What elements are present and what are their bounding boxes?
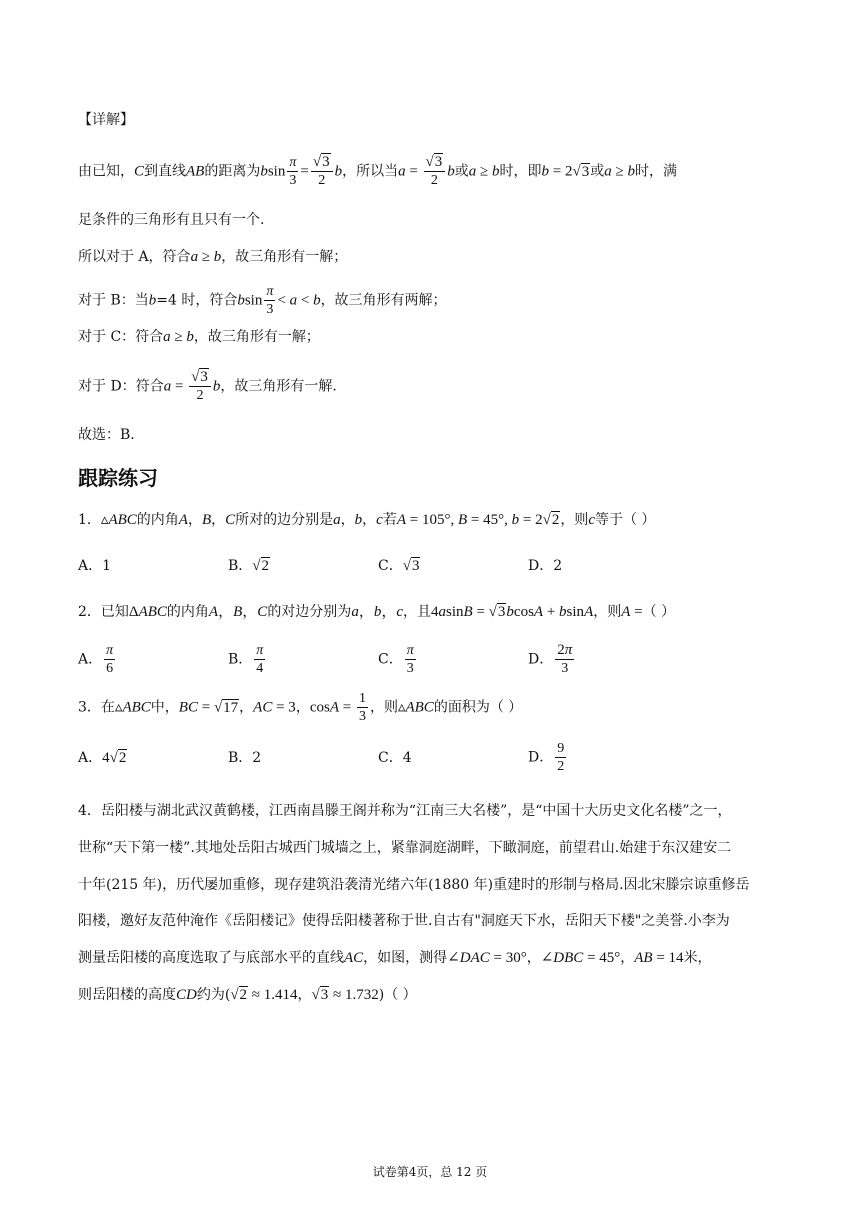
q4-line-2: 世称“天下第一楼”.其地处岳阳古城西门城墙之上，紧靠洞庭湖畔，下瞰洞庭，前望君山.始建于东汉建安二 bbox=[78, 840, 732, 856]
q2-option-c[interactable]: C． $\frac{\pi}{3}$ bbox=[378, 643, 414, 676]
q4-line-1: 4．岳阳楼与湖北武汉黄鹤楼，江西南昌滕王阁并称为“江南三大名楼”，是“中国十大历史文化名楼”之一， bbox=[78, 803, 732, 819]
text: )（ ） bbox=[378, 987, 417, 1003]
case-b-line: 对于 B：当b=4 时，符合bsin $\frac{\pi}{3}$ < a < b，故三角形有两解； bbox=[78, 284, 447, 317]
text: 对于 D：符合 bbox=[78, 378, 164, 395]
text: 2．已知 bbox=[78, 604, 129, 620]
text: 3．在 bbox=[78, 699, 115, 716]
case-d-line: 对于 D：符合a = $\frac{√3}{2}$ b，故三角形有一解. bbox=[78, 369, 337, 403]
text: ，且 bbox=[403, 604, 432, 620]
text: 到直线 bbox=[144, 163, 187, 180]
fraction: $\frac{\pi}{3}$ bbox=[289, 155, 297, 188]
q1-option-d[interactable]: D．2 bbox=[528, 558, 563, 574]
text: ， bbox=[187, 512, 202, 528]
answer-line: 故选：B. bbox=[78, 427, 135, 443]
text: B． bbox=[228, 558, 253, 574]
text: 中， bbox=[150, 699, 179, 716]
text: ，所以当 bbox=[342, 163, 399, 180]
text: 等于（ ） bbox=[594, 512, 656, 528]
text: ， bbox=[620, 950, 635, 966]
case-a-line: 所以对于 A，符合a ≥ b，故三角形有一解； bbox=[78, 249, 348, 265]
fraction: $\frac{\pi}{3}$ bbox=[266, 284, 274, 317]
text: 由已知， bbox=[78, 163, 134, 180]
text: 或 bbox=[454, 163, 469, 180]
text: 的内角 bbox=[136, 512, 179, 528]
detail-header: 【详解】 bbox=[78, 112, 134, 128]
text: ， bbox=[239, 699, 254, 716]
page-footer: 试卷第4页，总 12 页 bbox=[372, 1165, 488, 1179]
text: 米， bbox=[683, 950, 712, 966]
math-bsin: b bbox=[260, 163, 268, 180]
text: 对于 B：当 bbox=[78, 292, 149, 309]
text: ，故三角形有一解. bbox=[220, 378, 337, 395]
text: 或 bbox=[590, 163, 605, 180]
text: ， bbox=[362, 512, 377, 528]
q3-option-b[interactable]: B．2 bbox=[228, 750, 262, 766]
q4-line-5: 测量岳阳楼的高度选取了与底部水平的直线AC，如图，测得∠DAC = 30°，∠DBC = 45°，AB = 14米， bbox=[78, 950, 712, 966]
text: ，则 bbox=[369, 699, 398, 716]
q2-option-d[interactable]: D． $\frac{2\pi}{3}$ bbox=[528, 642, 573, 676]
text: ， bbox=[297, 987, 312, 1003]
q1-option-c[interactable]: C．√3 bbox=[378, 558, 420, 574]
q3-option-c[interactable]: C．4 bbox=[378, 750, 412, 766]
text: 的面积为（ ） bbox=[433, 699, 523, 716]
text: 约为( bbox=[196, 987, 231, 1003]
q4-line-4: 阳楼，邀好友范仲淹作《岳阳楼记》使得岳阳楼著称于世.自古有"洞庭天下水，岳阳天下楼"之美誉.小李为 bbox=[78, 913, 730, 929]
text: ， bbox=[340, 512, 355, 528]
text: 所对的边分别是 bbox=[235, 512, 334, 528]
text: 时，满 bbox=[634, 163, 677, 180]
math-AB: AB bbox=[186, 163, 205, 180]
text: 时，即 bbox=[499, 163, 542, 180]
text: ，如图，测得 bbox=[363, 950, 448, 966]
text: ， bbox=[211, 512, 226, 528]
text: 则岳阳楼的高度 bbox=[78, 987, 176, 1003]
text: 的内角 bbox=[166, 604, 209, 620]
detail-line-2: 足条件的三角形有且只有一个. bbox=[78, 212, 265, 228]
text: 测量岳阳楼的高度选取了与底部水平的直线 bbox=[78, 950, 344, 966]
q2-stem: 2．已知ΔABC的内角A，B，C的对边分别为a，b，c，且4asinB = √3bcosA + bsinA，则A =（ ） bbox=[78, 604, 676, 620]
text: C． bbox=[378, 558, 403, 574]
text: 的距离为 bbox=[204, 163, 261, 180]
text: D． bbox=[528, 749, 554, 766]
q3-option-d[interactable]: D． $\frac{9}{2}$ bbox=[528, 741, 565, 774]
text: A． bbox=[78, 750, 103, 766]
case-c-line: 对于 C：符合a ≥ b，故三角形有一解； bbox=[78, 329, 320, 345]
q1-option-b[interactable]: B．√2 bbox=[228, 558, 270, 574]
q2-option-a[interactable]: A． $\frac{\pi}{6}$ bbox=[78, 643, 114, 676]
section-title: 跟踪练习 bbox=[78, 466, 158, 490]
text: 对于 C：符合 bbox=[78, 329, 164, 345]
text: A． bbox=[78, 651, 103, 668]
text: （ ） bbox=[642, 604, 676, 620]
q1-stem: 1．▵ABC的内角A，B，C所对的边分别是a，b，c若A = 105°, B = 45°, b = 2√2，则c等于（ ） bbox=[78, 512, 656, 528]
text: ， bbox=[526, 950, 541, 966]
text: D． bbox=[528, 651, 554, 668]
text: C． bbox=[378, 651, 403, 668]
text: 的对边分别为 bbox=[267, 604, 352, 620]
q3-stem: 3．在▵ABC中，BC = √17，AC = 3，cosA = $\frac{1}{3}$ ，则▵ABC的面积为（ ） bbox=[78, 691, 523, 724]
fraction: $\frac{√3}{2}$ bbox=[424, 154, 446, 189]
math-C: C bbox=[134, 163, 145, 180]
text: 所以对于 A，符合 bbox=[78, 249, 191, 265]
text: ，则 bbox=[560, 512, 589, 528]
text: ， bbox=[295, 699, 310, 716]
text: =4 时，符合 bbox=[156, 292, 238, 309]
text: ，故三角形有两解； bbox=[320, 292, 447, 309]
q2-option-b[interactable]: B． $\frac{\pi}{4}$ bbox=[228, 643, 264, 676]
fraction: $\frac{√3}{2}$ bbox=[311, 154, 333, 189]
detail-line-1: 由已知，C到直线AB的距离为bsin $\frac{\pi}{3}$ = $\frac{√3}{2}$ b，所以当a = $\frac{√3}{2}$ b或a ≥ b时，即b = 2√3或a ≥ b时，满 bbox=[78, 154, 677, 188]
text: 若 bbox=[382, 512, 397, 528]
text: B． bbox=[228, 651, 253, 668]
text: 1． bbox=[78, 512, 101, 528]
q1-option-a[interactable]: A．1 bbox=[78, 558, 112, 574]
text: ，则 bbox=[593, 604, 622, 620]
q4-line-3: 十年(215 年)，历代屡加重修，现存建筑沿袭清光绪六年(1880 年)重建时的形制与格局.因北宋滕宗谅重修岳 bbox=[78, 877, 750, 893]
text: ，故三角形有一解； bbox=[193, 329, 320, 345]
q3-option-a[interactable]: A．4√2 bbox=[78, 750, 127, 766]
text: ，故三角形有一解； bbox=[221, 249, 348, 265]
q4-line-6: 则岳阳楼的高度CD约为(√2 ≈ 1.414，√3 ≈ 1.732)（ ） bbox=[78, 987, 417, 1003]
fraction: $\frac{√3}{2}$ bbox=[189, 369, 211, 404]
